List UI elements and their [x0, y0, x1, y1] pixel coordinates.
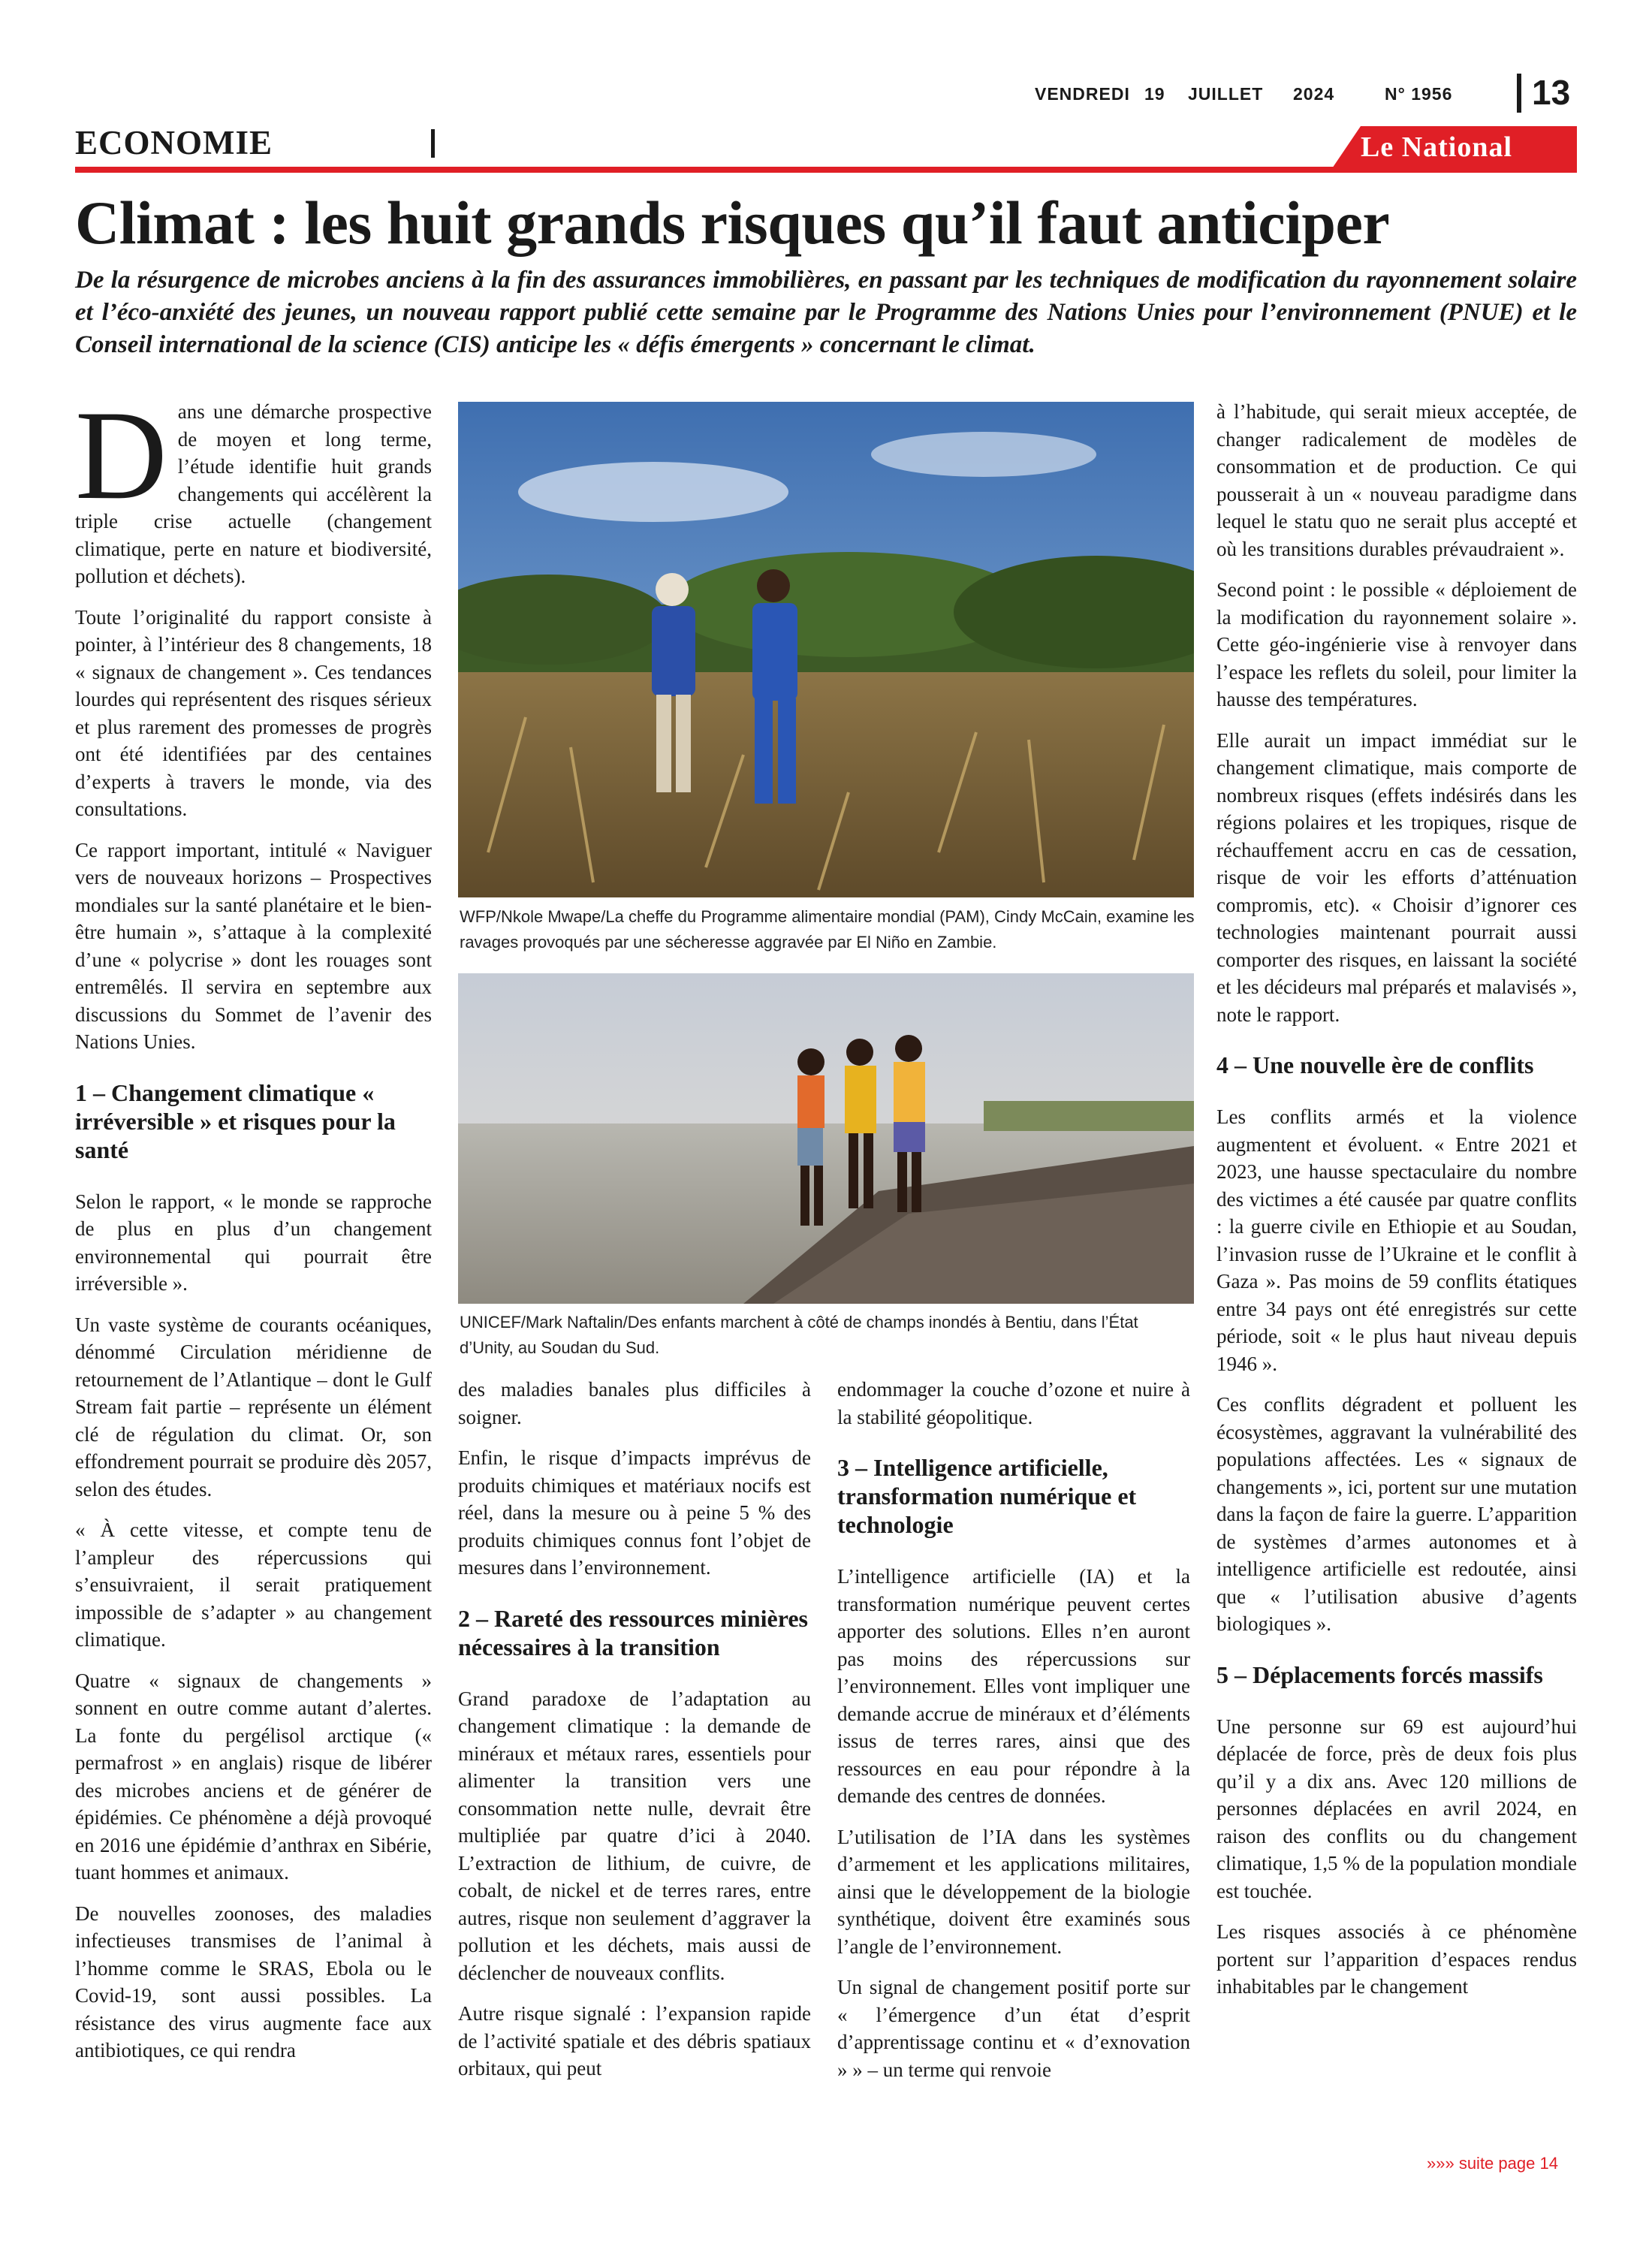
column-3: [837, 1376, 1190, 2097]
header-day: VENDREDI: [1035, 84, 1130, 104]
photo-drought-field: [458, 402, 1194, 897]
photo-2-caption: UNICEF/Mark Naftalin/Des enfants marchent à côté de champs inondés à Bentiu, dans l’État d’Unity, au Soudan du Sud.: [460, 1313, 1138, 1357]
photo-flooded-fields: [458, 973, 1194, 1304]
page-number: 13: [1532, 73, 1571, 112]
paragraph: Selon le rapport, « le monde se rapproche de plus en plus d’un changement environnemental qui pourrait être irréversible ».: [75, 1190, 432, 1295]
paragraph: Second point : le possible « déploiement de la modification du rayonnement solaire ». Cette géo-ingénierie vise à renvoyer dans l’espace les reflets du soleil, pour limiter la hausse des températures.: [1216, 578, 1577, 710]
paragraph: Une personne sur 69 est aujourd’hui déplacée de force, près de deux fois plus qu’il y a dix ans. Avec 120 millions de personnes déplacées en avril 2024, en raison des conflits ou du changement climatique, 1,5 % de la population mondiale est touchée.: [1216, 1715, 1577, 1902]
subheading: 2 – Rareté des ressources minières nécessaires à la transition: [458, 1604, 808, 1660]
continued-link[interactable]: »»» suite page 14: [1427, 2154, 1558, 2173]
header-month: JUILLET: [1188, 84, 1264, 104]
subheading: 1 – Changement climatique « irréversible » et risques pour la santé: [75, 1078, 396, 1163]
article-lead: De la résurgence de microbes anciens à la fin des assurances immobilières, en passant par les techniques de modification du rayonnement solaire et l’éco-anxiété des jeunes, un nouveau rapport publié cette semaine par le Programme des Nations Unies pour l’environnement (PNUE) et le Conseil international de la science (CIS) anticipe les « défis émergents » concernant le climat.: [75, 267, 1577, 358]
paragraph: Grand paradoxe de l’adaptation au changement climatique : la demande de minéraux et métaux rares, essentiels pour alimenter la transition vers une consommation nette nulle, devrait être multipliée par quatre d’ici à 2040. L’extraction de lithium, de cuivre, de cobalt, de nickel et de terres rares, entre autres, risque non seulement d’aggraver la pollution et les déchets, mais aussi de déclencher de nouveaux conflits.: [458, 1687, 811, 1984]
drop-cap: D: [75, 385, 167, 526]
paragraph: Ces conflits dégradent et polluent les écosystèmes, aggravant la vulnérabilité des populations affectées. Les « signaux de changements », ici, portent sur une mutation dans la façon de faire la guerre. L’apparition de systèmes d’armes autonomes et à intelligence artificielle est redoutée, ainsi que « l’utilisation abusive d’agents biologiques ».: [1216, 1393, 1577, 1635]
column-4: [1216, 398, 1577, 2014]
paragraph: des maladies banales plus difficiles à soigner.: [458, 1378, 811, 1428]
paragraph: Elle aurait un impact immédiat sur le changement climatique, mais comporte de nombreux risques (effets indésirés dans les régions polaires et les tropiques, risque de réchauffement accru en cas de cessation, risque de voir les efforts d’atténuation compromis, etc). « Choisir d’ignorer ces technologies maintenant pourrait aussi comporter des risques, en laissant la société et les décideurs mal préparés et malavisés », note le rapport.: [1216, 728, 1577, 1026]
article-title: Climat : les huit grands risques qu’il faut anticiper: [75, 189, 1390, 257]
section-divider: [431, 129, 435, 158]
paragraph: Les conflits armés et la violence augmentent et évoluent. « Entre 2021 et 2023, une hausse spectaculaire du nombre des victimes a été causée par quatre conflits : la guerre civile en Ethiopie et au Soudan, l’invasion russe de l’Ukraine et le conflit à Gaza ». Pas moins de 59 conflits étatiques entre 34 pays ont été enregistrés sur cette période, soit « le plus haut niveau depuis 1946 ».: [1216, 1105, 1577, 1375]
subheading: 3 – Intelligence artificielle, transformation numérique et technologie: [837, 1454, 1137, 1538]
paragraph: L’utilisation de l’IA dans les systèmes d’armement et les applications militaires, ainsi que le développement de la biologie synthétique, doivent être examinés sous l’angle de l’environnement.: [837, 1825, 1190, 1958]
paragraph: ans une démarche prospective de moyen et long terme, l’étude identifie huit grands changements qui accélèrent la triple crise actuelle (changement climatique, perte en nature et biodiversité, pollution et déchets).: [75, 400, 432, 587]
header-divider: [1517, 74, 1521, 113]
column-2: [458, 1376, 811, 2096]
paragraph: Autre risque signalé : l’expansion rapide de l’activité spatiale et des débris spatiaux orbitaux, qui peut: [458, 2002, 811, 2080]
brand-name: Le National: [1361, 131, 1513, 163]
paragraph: « À cette vitesse, et compte tenu de l’ampleur des répercussions qui s’ensuivraient, il serait pratiquement impossible de s’adapter » au changement climatique.: [75, 1519, 432, 1651]
paragraph: à l’habitude, qui serait mieux acceptée, de changer radicalement de modèles de consommation et de production. Ce qui pousserait à un « nouveau paradigme dans lequel le statu quo ne serait plus accepté et où les transitions durables prévaudraient ».: [1216, 400, 1577, 560]
paragraph: Les risques associés à ce phénomène portent sur l’apparition d’espaces rendus inhabitables par le changement: [1216, 1920, 1577, 1998]
paragraph: Ce rapport important, intitulé « Naviguer vers de nouveaux horizons – Prospectives mondiales sur la santé planétaire et le bien-être humain », s’attaque à la complexité d’une « polycrise » dont les rouages sont entremêlés. Il servira en septembre aux discussions du Sommet de l’avenir des Nations Unies.: [75, 838, 432, 1053]
paragraph: Quatre « signaux de changements » sonnent en outre comme autant d’alertes. La fonte du pergélisol arctique (« permafrost » en anglais) risque de libérer des microbes anciens et de générer de épidémies. Ce phénomène a déjà provoqué en 2016 une épidémie d’anthrax en Sibérie, tuant hommes et animaux.: [75, 1669, 432, 1884]
section-title: ECONOMIE: [75, 124, 273, 161]
paragraph: Toute l’originalité du rapport consiste à pointer, à l’intérieur des 8 changements, 18 « signaux de changement ». Ces tendances lourdes qui représentent des risques sérieux et plus rarement des promesses de progrès ont été identifiées par des centaines d’experts à travers le monde, via des consultations.: [75, 605, 432, 820]
paragraph: Un signal de changement positif porte sur « l’émergence d’un état d’esprit d’apprentissage continu et « d’exnovation » » – un terme qui renvoie: [837, 1976, 1190, 2081]
paragraph: L’intelligence artificielle (IA) et la transformation numérique peuvent certes apporter des solutions. Elles n’en auront pas moins des répercussions sur l’environnement. Elles vont impliquer une demande accrue de minéraux et d’éléments issus de terres rares, ainsi que des ressources en eau pour répondre à la demande des centres de données.: [837, 1565, 1190, 1807]
header-year: 2024: [1293, 84, 1335, 104]
paragraph: De nouvelles zoonoses, des maladies infectieuses transmises de l’animal à l’homme comme le SRAS, Ebola ou le Covid-19, sont aussi possibles. La résistance des virus augmente face aux antibiotiques, ce qui rendra: [75, 1902, 432, 2061]
paragraph: endommager la couche d’ozone et nuire à la stabilité géopolitique.: [837, 1378, 1190, 1428]
header-issue: N° 1956: [1385, 84, 1453, 104]
subheading: 5 – Déplacements forcés massifs: [1216, 1660, 1543, 1688]
column-1: [75, 385, 432, 2078]
photo-1-caption: WFP/Nkole Mwape/La cheffe du Programme alimentaire mondial (PAM), Cindy McCain, examine les ravages provoqués par une sécheresse aggravée par El Niño en Zambie.: [460, 907, 1195, 952]
paragraph: Enfin, le risque d’impacts imprévus de produits chimiques et matériaux nocifs est réel, dans la mesure ou à peine 5 % des produits chimiques connus font l’objet de mesures dans l’environnement.: [458, 1446, 811, 1579]
subheading: 4 – Une nouvelle ère de conflits: [1216, 1051, 1534, 1078]
paragraph: Un vaste système de courants océaniques, dénommé Circulation méridienne de retournement de l’Atlantique – dont le Gulf Stream fait partie – représente un élément clé de régulation du climat. Or, son effondrement pourrait se produire dès 2057, selon des études.: [75, 1313, 432, 1500]
header-date-number: 19: [1144, 84, 1165, 104]
